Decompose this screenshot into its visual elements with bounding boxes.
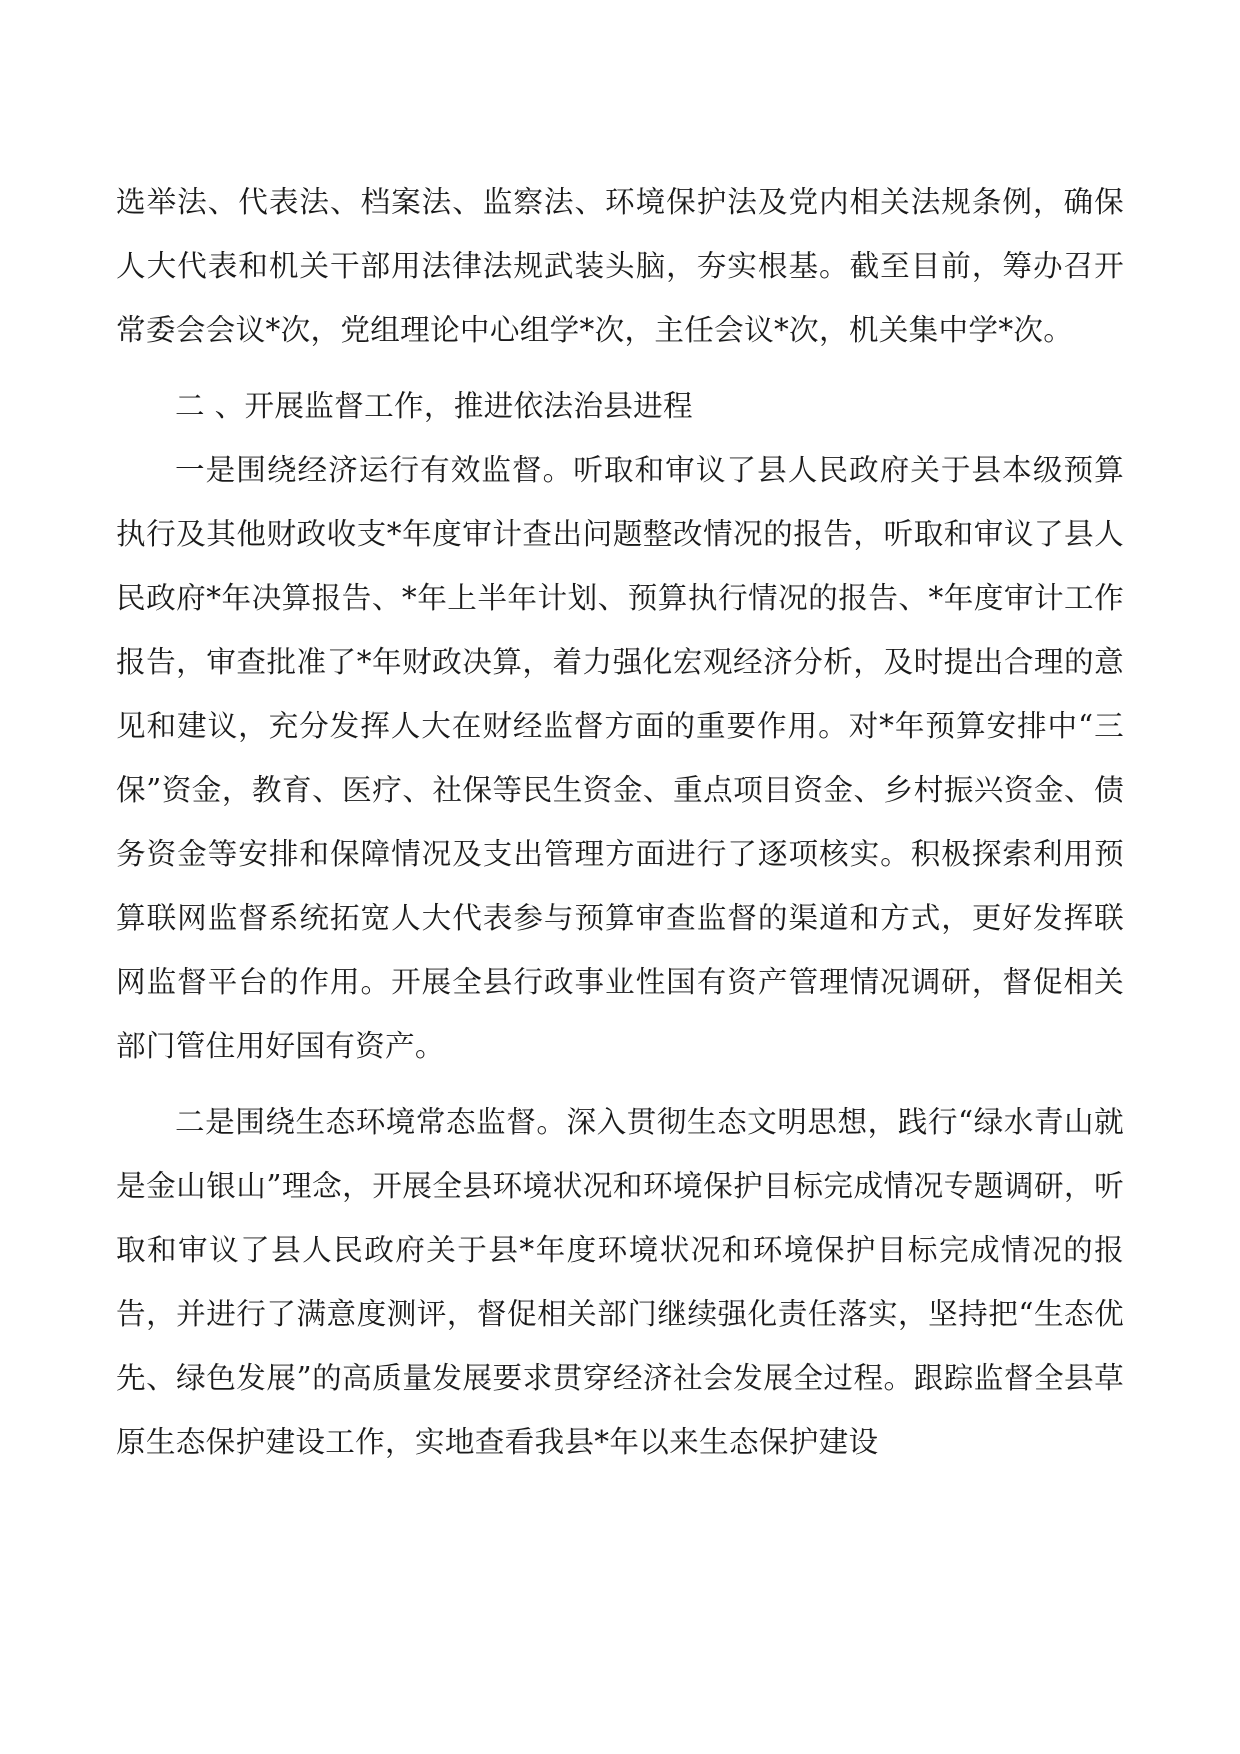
paragraph-economic-supervision: 一是围绕经济运行有效监督。听取和审议了县人民政府关于县本级预算执行及其他财政收支*年度审计查出问题整改情况的报告，听取和审议了县人民政府*年决算报告、*年上半年计划、预算执行情况的报告、*年度审计工作报告，审查批准了*年财政决算，着力强化宏观经济分析，及时提出合理的意见和建议，充分发挥人大在财经监督方面的重要作用。对*年预算安排中“三保”资金，教育、医疗、社保等民生资金、重点项目资金、乡村振兴资金、债务资金等安排和保障情况及支出管理方面进行了逐项核实。积极探索利用预算联网监督系统拓宽人大代表参与预算审查监督的渠道和方式，更好发挥联网监督平台的作用。开展全县行政事业性国有资产管理情况调研，督促相关部门管住用好国有资产。 — [116, 453, 1124, 1063]
spacer — [116, 362, 1124, 374]
paragraph-ecological-supervision: 二是围绕生态环境常态监督。深入贯彻生态文明思想，践行“绿水青山就是金山银山”理念，开展全县环境状况和环境保护目标完成情况专题调研，听取和审议了县人民政府关于县*年度环境状况和环境保护目标完成情况的报告，并进行了满意度测评，督促相关部门继续强化责任落实，坚持把“生态优先、绿色发展”的高质量发展要求贯穿经济社会发展全过程。跟踪监督全县草原生态保护建设工作，实地查看我县*年以来生态保护建设 — [116, 1105, 1124, 1459]
paragraph-continuation: 选举法、代表法、档案法、监察法、环境保护法及党内相关法规条例，确保人大代表和机关干部用法律法规武装头脑，夯实根基。截至目前，筹办召开常委会会议*次，党组理论中心组学*次，主任会议*次，机关集中学*次。 — [116, 185, 1124, 347]
document-body — [116, 170, 1124, 1474]
section-heading: 二 、开展监督工作，推进依法治县进程 — [175, 389, 693, 423]
spacer — [116, 1078, 1124, 1090]
